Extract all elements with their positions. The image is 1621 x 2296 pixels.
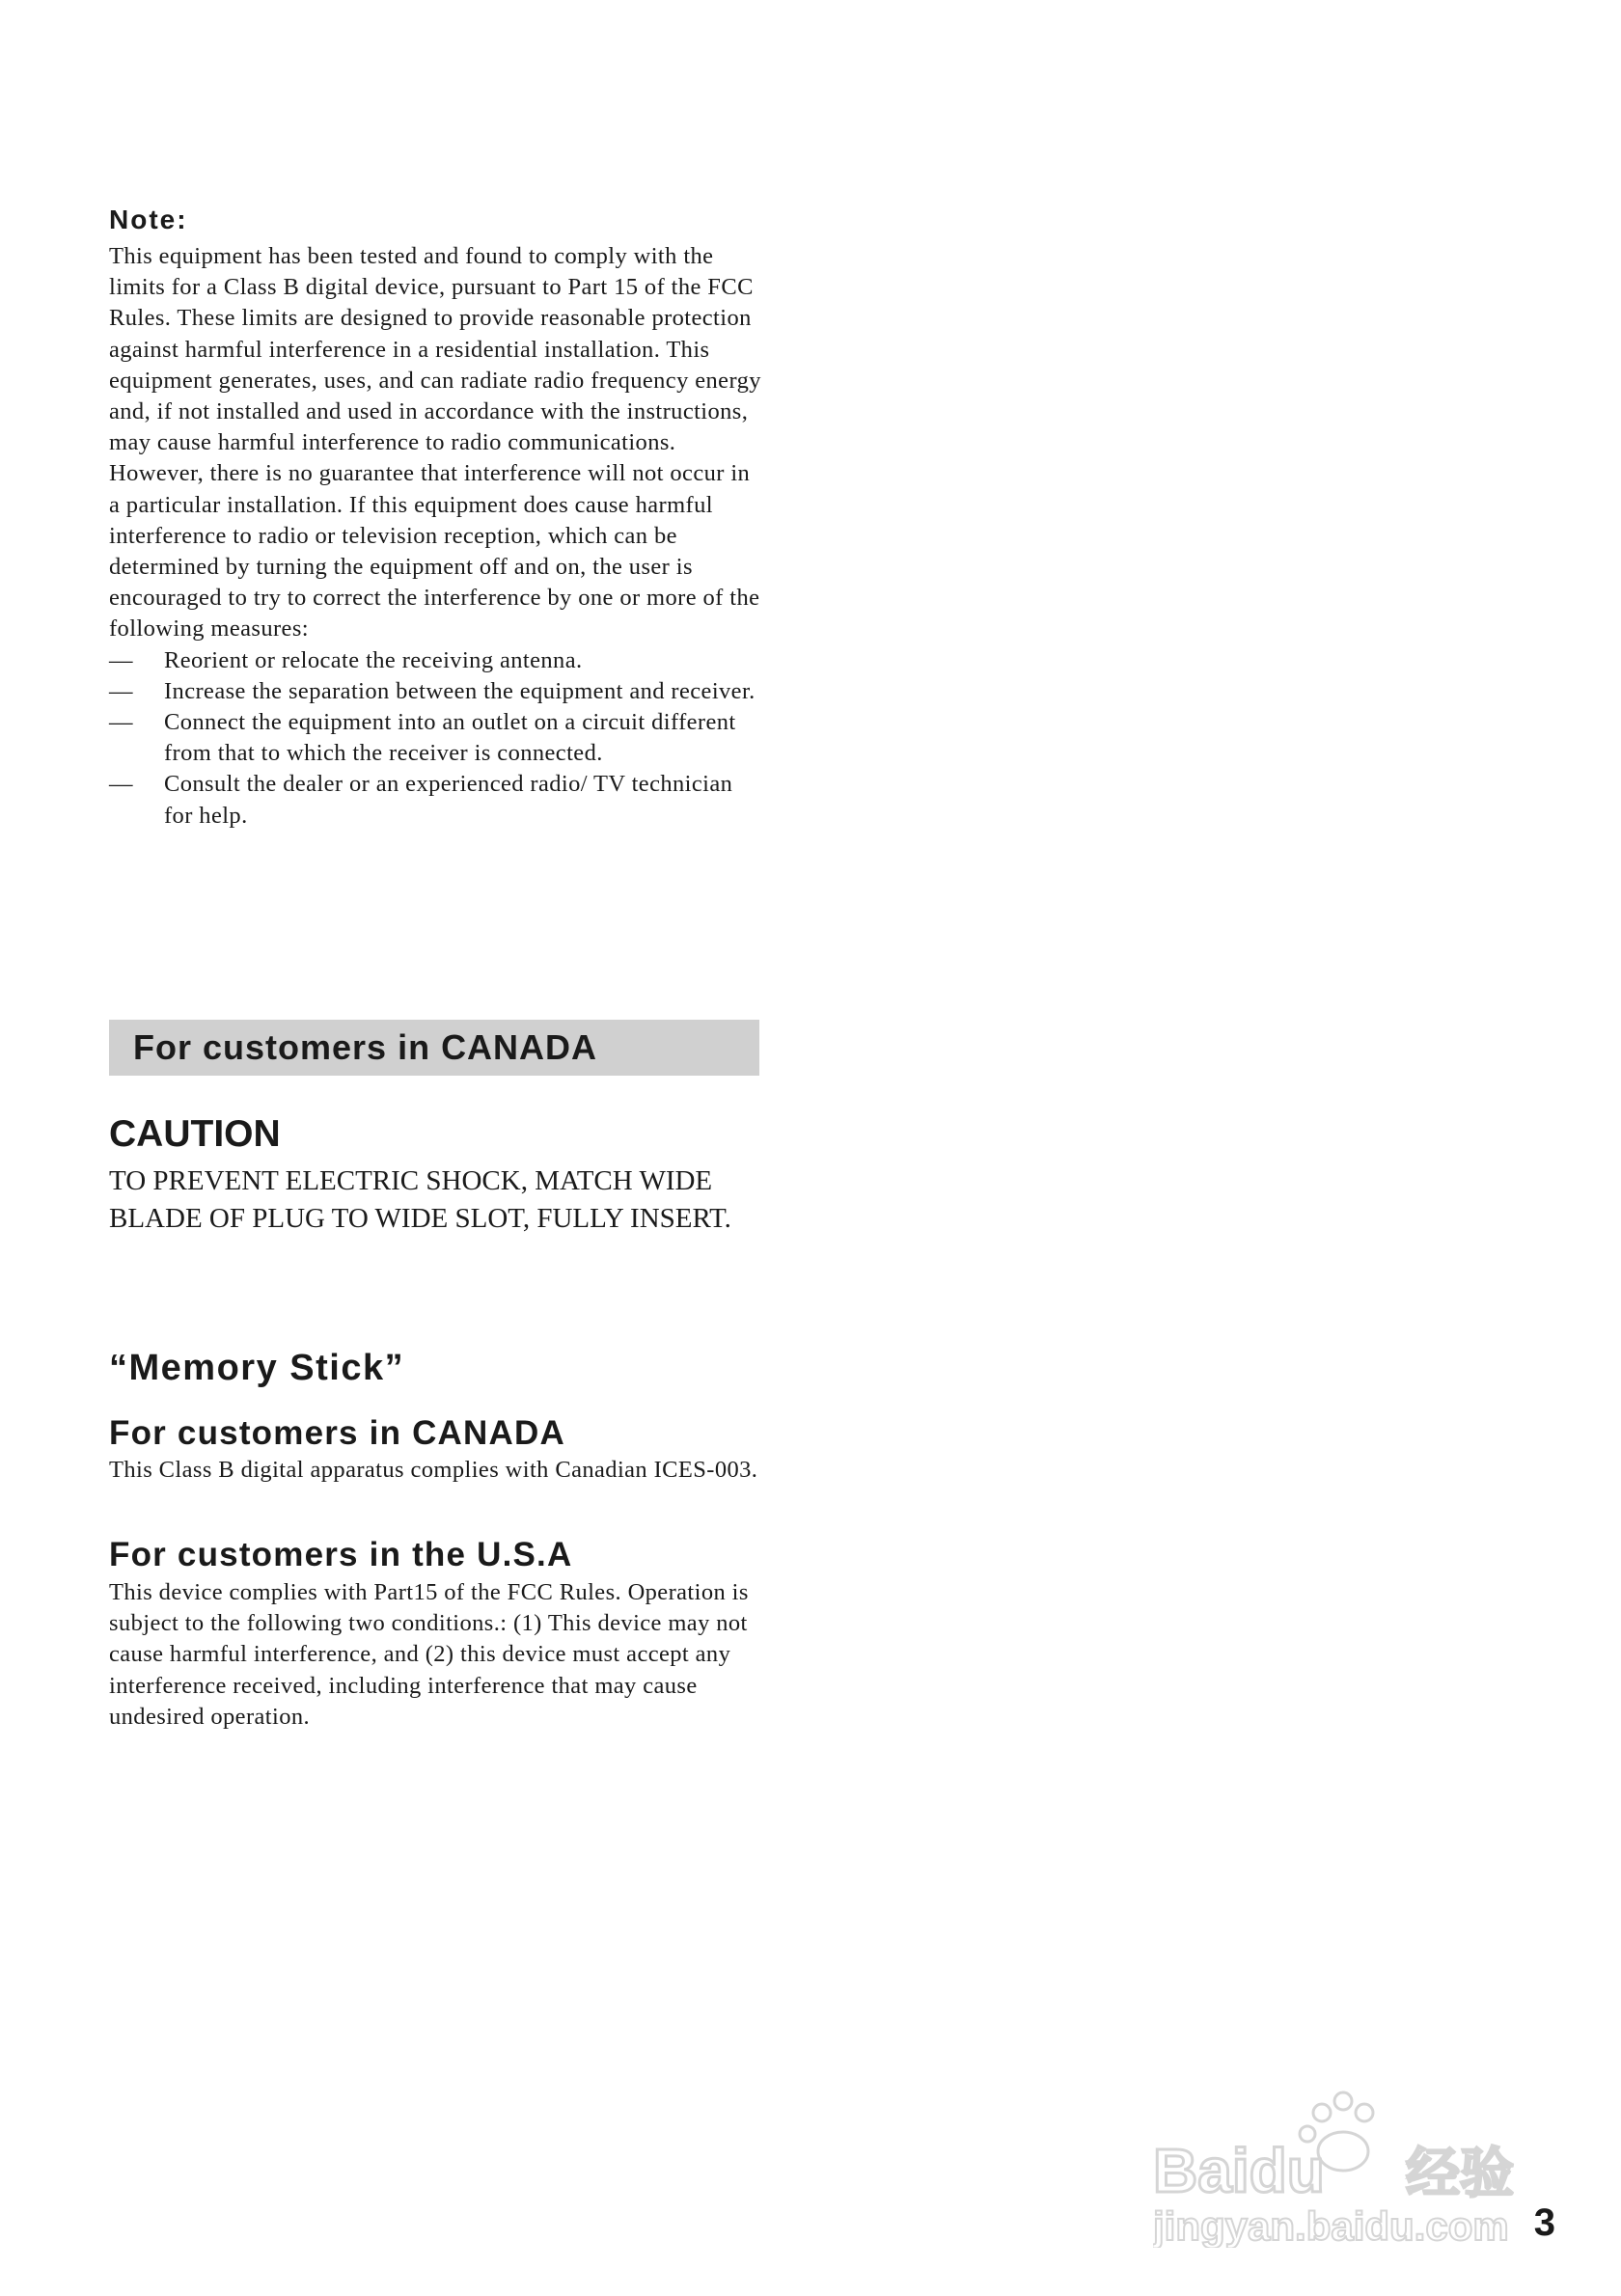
page-number: 3 — [1533, 2201, 1555, 2244]
watermark-brand-cn: 经验 — [1406, 2143, 1514, 2205]
canada-subheading: For customers in CANADA — [109, 1414, 565, 1452]
note-section — [109, 241, 765, 832]
usa-subheading: For customers in the U.S.A — [109, 1536, 573, 1573]
memory-stick-heading: “Memory Stick” — [109, 1348, 405, 1388]
paw-toe — [1334, 2092, 1352, 2110]
section-header-band — [109, 1020, 759, 1076]
section-title-canada: For customers in CANADA — [133, 1027, 598, 1067]
list-item — [109, 645, 765, 676]
paw-toe — [1356, 2104, 1373, 2121]
watermark-brand: Baidu — [1153, 2136, 1325, 2205]
dash-bullet: — — [109, 771, 133, 798]
canada-paragraph: This Class B digital apparatus complies with Canadian ICES-003. — [109, 1457, 758, 1483]
paw-pad — [1318, 2132, 1368, 2171]
dash-bullet: — — [109, 677, 133, 704]
dash-bullet: — — [109, 709, 133, 736]
measure-text: Connect the equipment into an outlet on a circuit different from that to which the receiver is connected. — [164, 709, 736, 767]
measure-text: Increase the separation between the equipment and receiver. — [164, 677, 756, 704]
watermark-url: jingyan.baidu.com — [1153, 2203, 1509, 2248]
baidu-watermark-logo — [1153, 2084, 1539, 2248]
usa-paragraph: This device complies with Part15 of the FCC Rules. Operation is subject to the following two conditions.: (1) This device may not cause harmful interference, and (2) this device must accept any interference received, including interference that may cause undesired operation. — [109, 1579, 749, 1730]
caution-heading: CAUTION — [109, 1113, 281, 1155]
paw-toe — [1313, 2104, 1331, 2121]
list-item — [109, 769, 765, 831]
list-item — [109, 707, 765, 769]
dash-bullet: — — [109, 646, 133, 673]
note-paragraph: This equipment has been tested and found to comply with the limits for a Class B digital device, pursuant to Part 15 of the FCC Rules. These limits are designed to provide reasonable protection against harmful interference in a residential installation. This equipment generates, uses, and can radiate radio frequency energy and, if not installed and used in accordance with the instructions, may cause harmful interference to radio communications. However, there is no guarantee that interference will not occur in a particular installation. If this equipment does cause harmful interference to radio or television reception, which can be determined by turning the equipment off and on, the user is encouraged to try to correct the interference by one or more of the following measures: — [109, 243, 761, 642]
list-item — [109, 676, 765, 707]
note-label: Note: — [109, 205, 188, 234]
measure-text: Consult the dealer or an experienced radio/ TV technician for help. — [164, 771, 733, 829]
measure-text: Reorient or relocate the receiving antenna. — [164, 646, 583, 673]
measures-list — [109, 645, 765, 832]
caution-text: TO PREVENT ELECTRIC SHOCK, MATCH WIDE BLADE OF PLUG TO WIDE SLOT, FULLY INSERT. — [109, 1165, 731, 1234]
